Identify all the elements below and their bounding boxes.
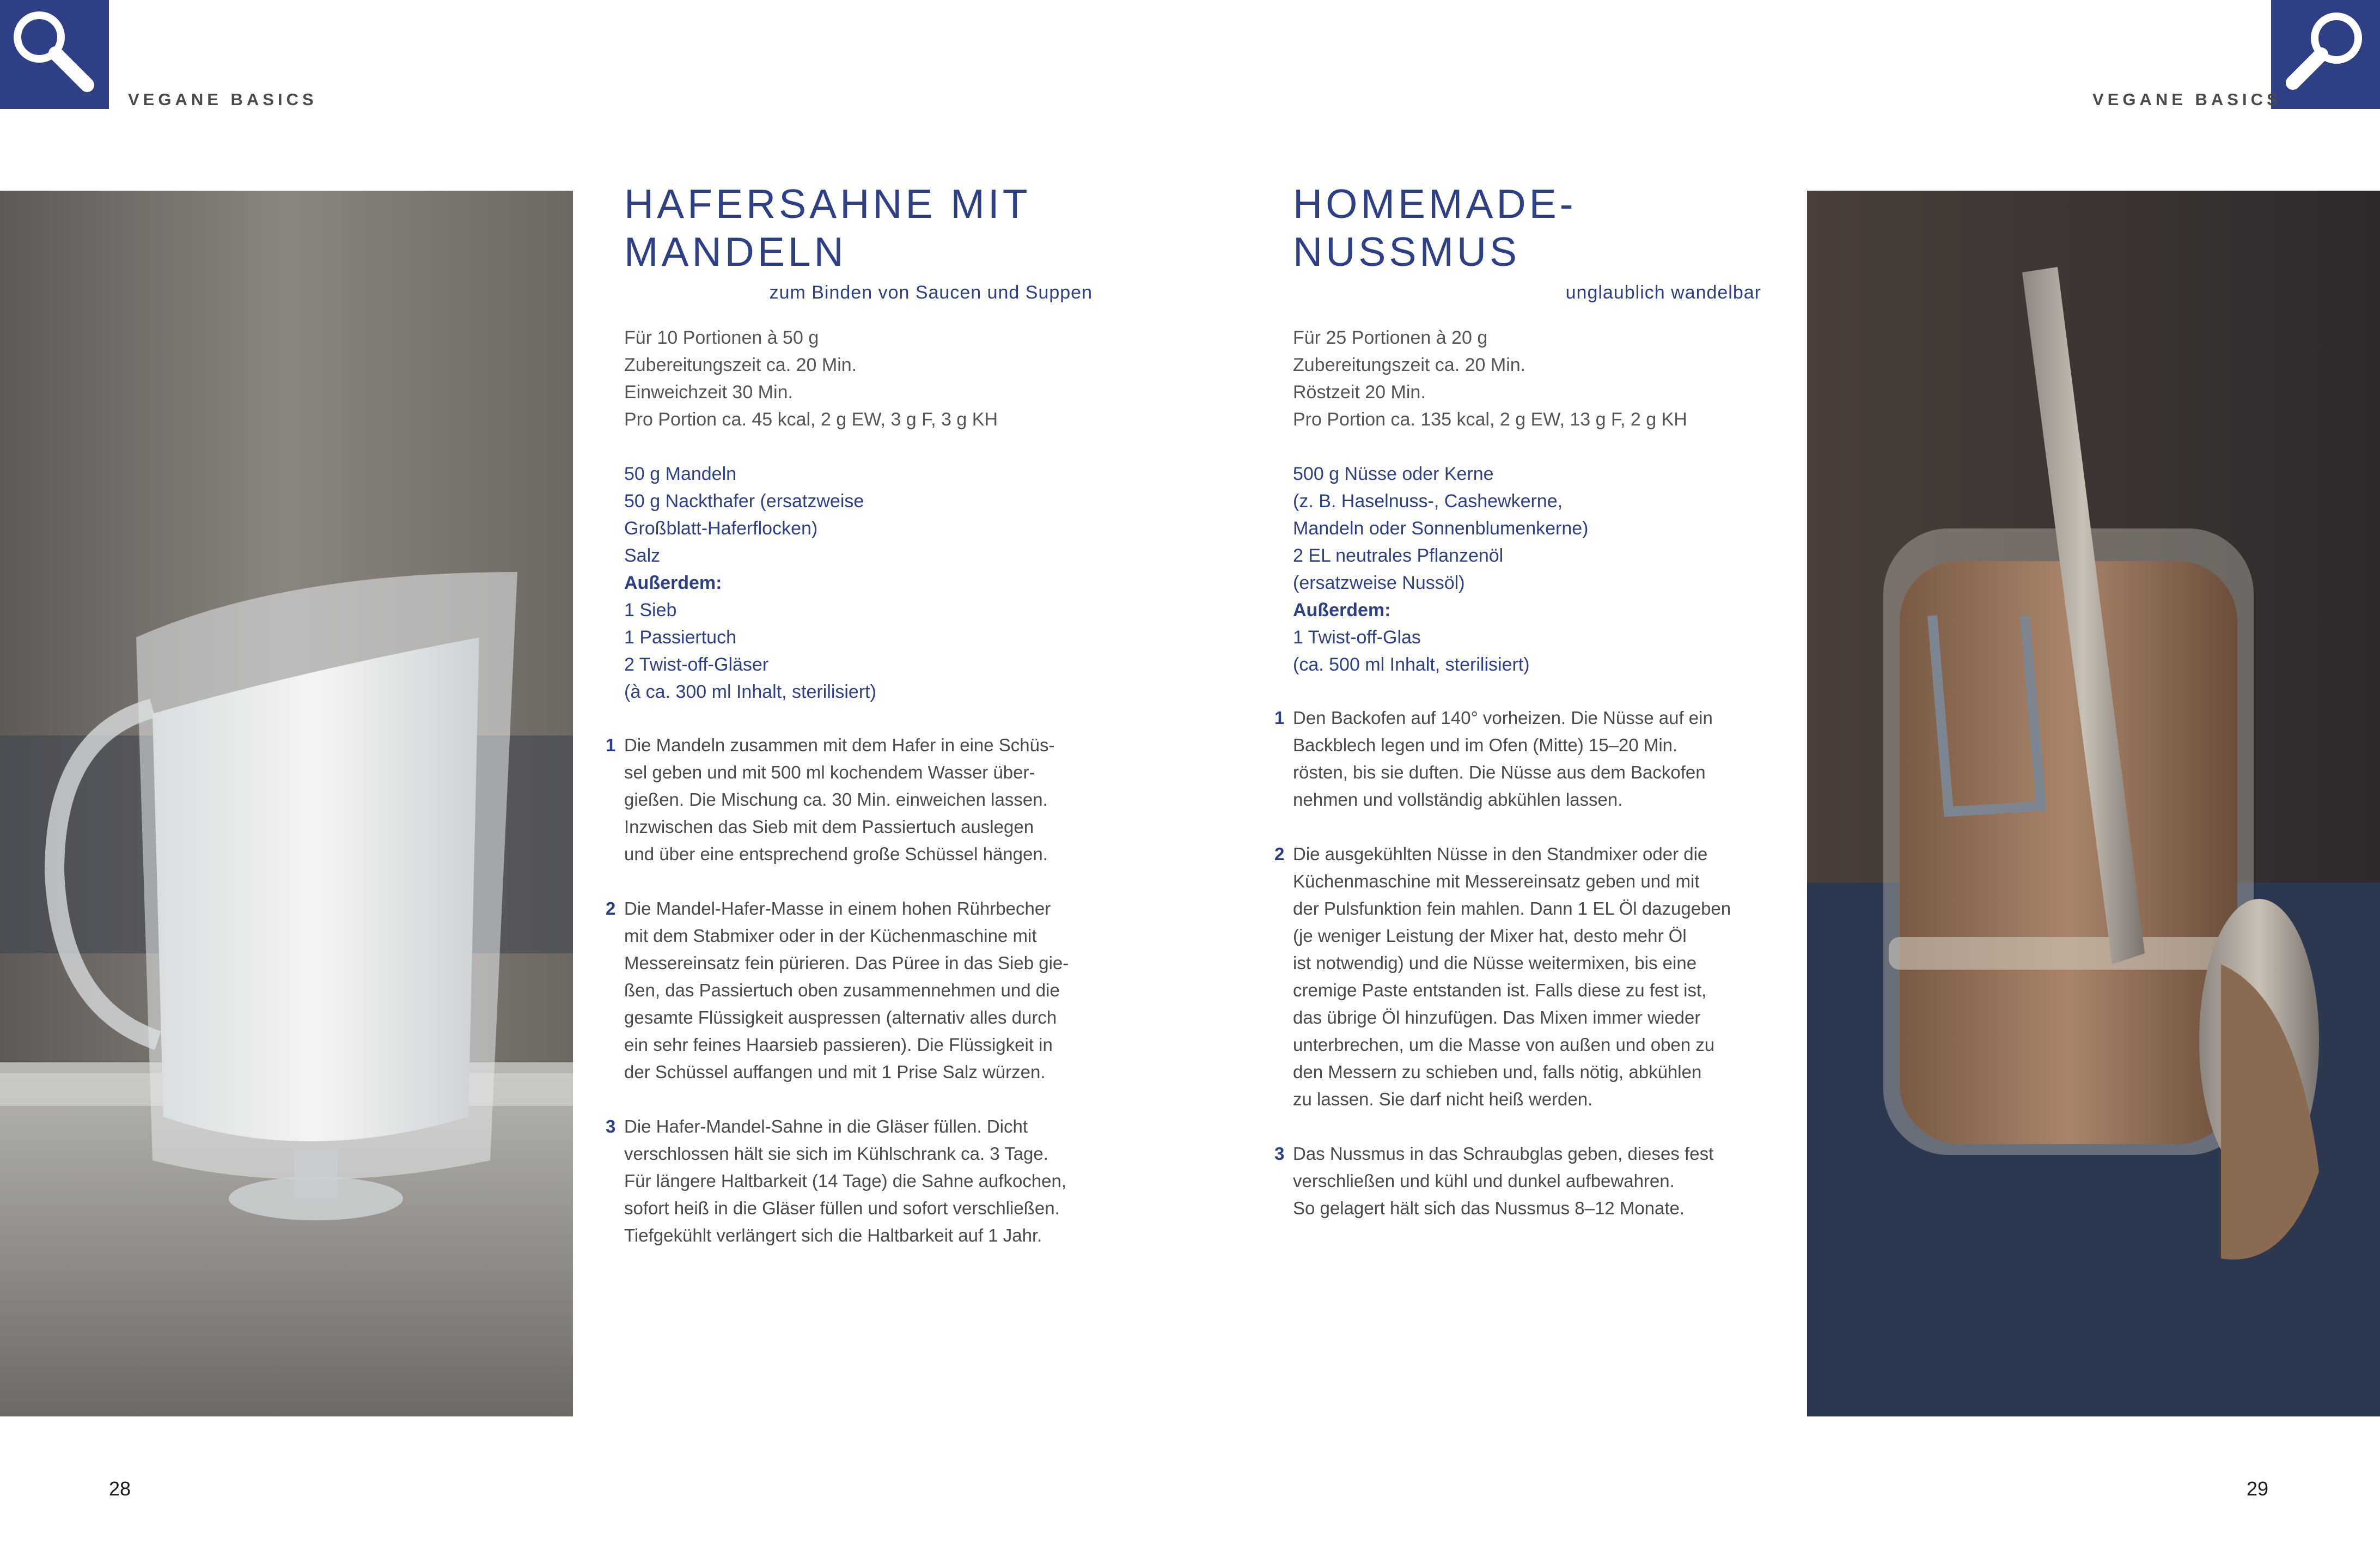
step-3: 3 Das Nussmus in das Schraubglas geben, dieses fest verschließen und kühl und dunkel aufbewahren. So gelagert hält sich das Nussmus 8–12 Monate. bbox=[1274, 1144, 1714, 1218]
step-3: 3 Die Hafer-Mandel-Sahne in die Gläser füllen. Dicht verschlossen hält sie sich im Kühlschrank ca. 3 Tage. Für längere Haltbarkeit (14 Tage) die Sahne aufkochen, sofort heiß in die Gläser füllen und sofort verschließen. Tiefgekühlt verlängert sich die Haltbarkeit auf 1 Jahr. bbox=[606, 1116, 1067, 1245]
step-2: 2 Die ausgekühlten Nüsse in den Standmixer oder die Küchenmaschine mit Messereinsatz geben und mit der Pulsfunktion fein mahlen. Dann 1 EL Öl dazugeben (je weniger Leistung der Mixer hat, desto mehr Öl ist notwendig) und die Nüsse weitermixen, bis eine cremige Paste entstanden ist. Falls diese zu fest ist, das übrige Öl hinzufügen. Das Mixen immer wieder unterbrechen, um die Masse von außen und oben zu den Messern zu schieben und, falls nötig, abkühlen zu lassen. Sie darf nicht heiß werden. bbox=[1274, 844, 1731, 1109]
step-2: 2 Die Mandel-Hafer-Masse in einem hohen Rührbecher mit dem Stabmixer oder in der Küchenmaschine mit Messereinsatz fein pürieren. Das Püree in das Sieb gie- ßen, das Passiertuch oben zusammennehmen und die gesamte Flüssigkeit auspressen (alternativ alles durch ein sehr feines Haarsieb passieren). Die Flüssigkeit in der Schüssel auffangen und mit 1 Prise Salz würzen. bbox=[606, 898, 1069, 1082]
section-label-right: VEGANE BASICS bbox=[2092, 90, 2282, 109]
recipe-subtitle: zum Binden von Saucen und Suppen bbox=[769, 282, 1093, 303]
extras-label: Außerdem: bbox=[624, 573, 722, 593]
ingredient-list: 500 g Nüsse oder Kerne (z. B. Haselnuss-, Cashewkerne, Mandeln oder Sonnenblumenkerne) 2 EL neutrales Pflanzenöl (ersatzweise Nussöl) Außerdem: 1 Twist-off-Glas (ca. 500 ml Inhalt, sterilisiert) bbox=[1293, 460, 1761, 678]
recipe-nussmus bbox=[1274, 180, 1761, 1249]
magnifier-icon bbox=[0, 0, 109, 109]
photo-nut-butter-jar bbox=[1807, 191, 2380, 1416]
section-label-left: VEGANE BASICS bbox=[128, 90, 318, 109]
magnifier-icon bbox=[2271, 0, 2380, 109]
recipe-title: HOMEMADE- NUSSMUS bbox=[1293, 181, 1577, 275]
page-number-left: 28 bbox=[109, 1477, 131, 1500]
photo-oat-cream-pitcher bbox=[0, 191, 573, 1416]
step-1: 1 Die Mandeln zusammen mit dem Hafer in eine Schüs- sel geben und mit 500 ml kochendem Wasser über- gießen. Die Mischung ca. 30 Min. einweichen lassen. Inzwischen das Sieb mit dem Passiertuch auslegen und über eine entsprechend große Schüssel hängen. bbox=[606, 735, 1055, 864]
step-1: 1 Den Backofen auf 140° vorheizen. Die Nüsse auf ein Backblech legen und im Ofen (Mitte) 15–20 Min. rösten, bis sie duften. Die Nüsse aus dem Backofen nehmen und vollständig abkühlen lassen. bbox=[1274, 708, 1713, 810]
step-list bbox=[606, 732, 1093, 1249]
recipe-subtitle: unglaublich wandelbar bbox=[1565, 282, 1761, 303]
recipe-title: HAFERSAHNE MIT MANDELN bbox=[624, 181, 1031, 275]
ingredient-list: 50 g Mandeln 50 g Nackthafer (ersatzweise Großblatt-Haferflocken) Salz Außerdem: 1 Sieb 1 Passiertuch 2 Twist-off-Gläser (à ca. 300 ml Inhalt, sterilisiert) bbox=[624, 460, 1093, 705]
page-number-right: 29 bbox=[2247, 1477, 2269, 1500]
recipe-hafersahne bbox=[606, 180, 1093, 1276]
extras-label: Außerdem: bbox=[1293, 600, 1391, 621]
recipe-facts: Für 10 Portionen à 50 g Zubereitungszeit ca. 20 Min. Einweichzeit 30 Min. Pro Portion ca. 45 kcal, 2 g EW, 3 g F, 3 g KH bbox=[624, 327, 998, 430]
step-list bbox=[1274, 704, 1761, 1222]
recipe-facts: Für 25 Portionen à 20 g Zubereitungszeit ca. 20 Min. Röstzeit 20 Min. Pro Portion ca. 135 kcal, 2 g EW, 13 g F, 2 g KH bbox=[1293, 327, 1687, 430]
